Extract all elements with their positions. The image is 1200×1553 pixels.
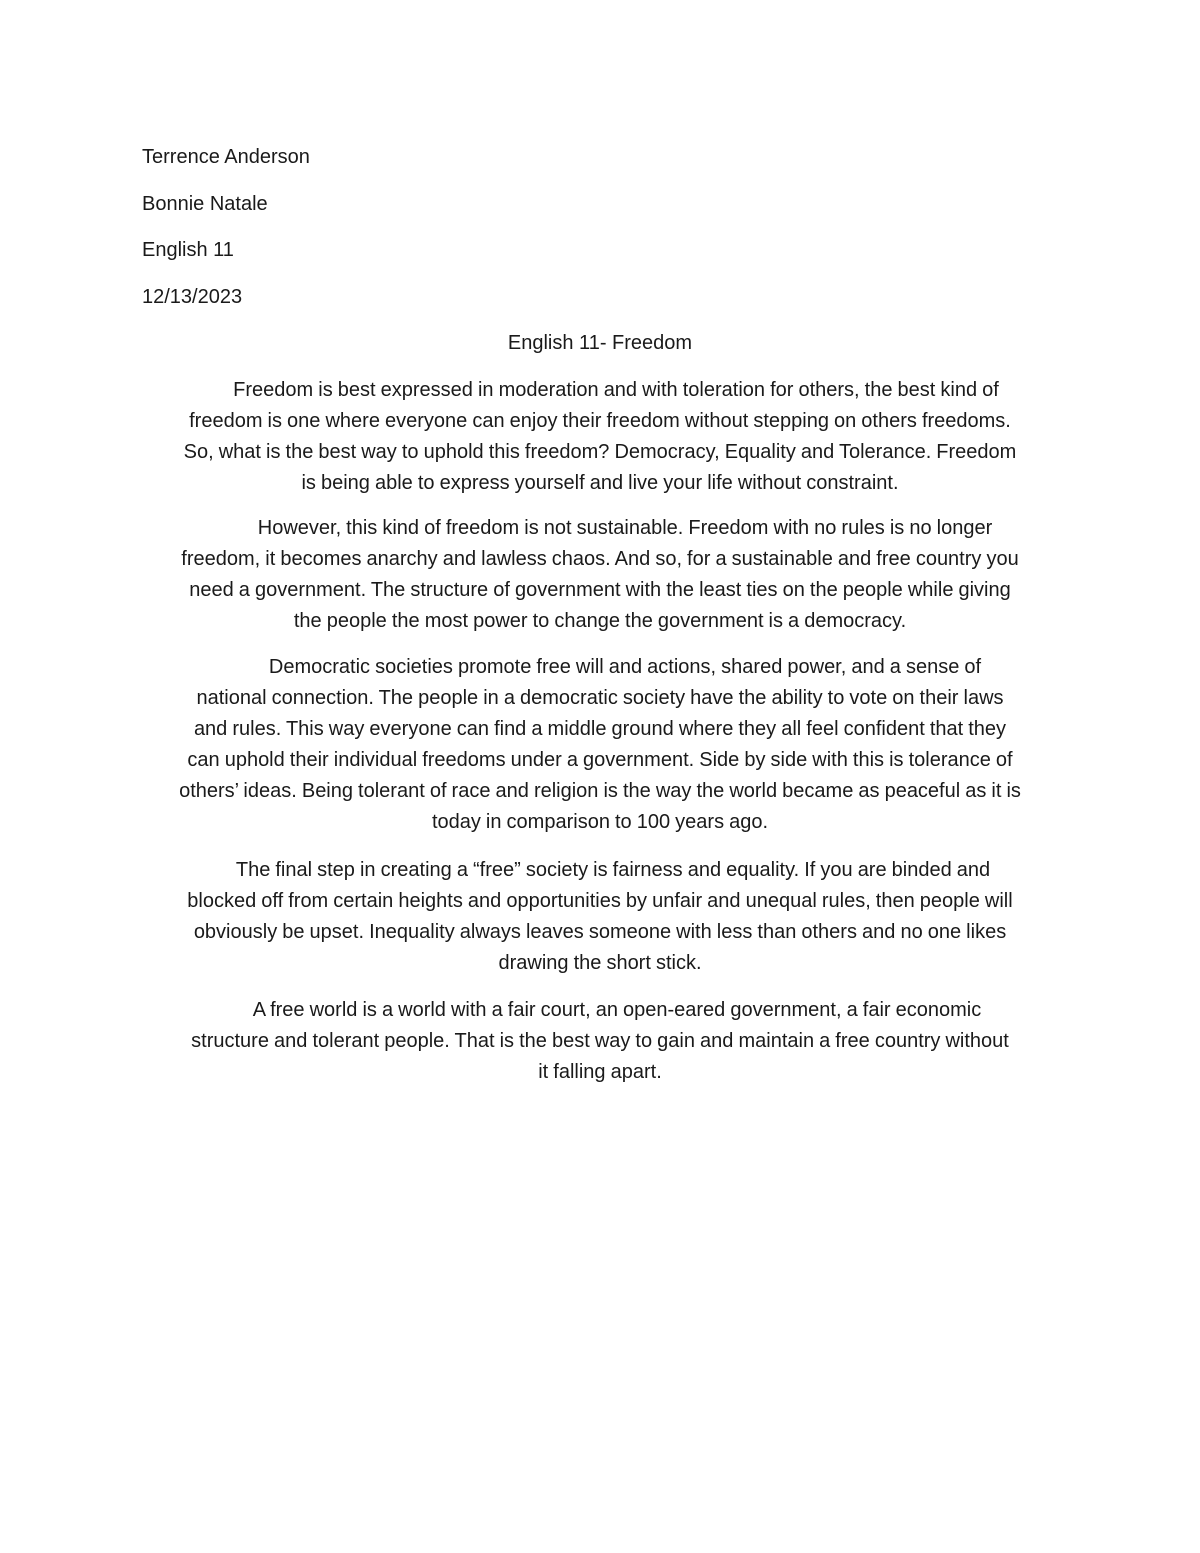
paragraph-line: and rules. This way everyone can find a middle ground where they all feel confident that they [193,718,1007,740]
paragraph-line: freedom is one where everyone can enjoy their freedom without stepping on others freedoms. [189,410,1011,432]
essay-date: 12/13/2023 [142,286,243,308]
paragraph-4 [140,855,1060,979]
paragraph-line: However, this kind of freedom is not sustainable. Freedom with no rules is no longer [257,517,993,539]
paragraph-line: others’ ideas. Being tolerant of race and religion is the way the world became as peaceful as it is [179,780,1021,802]
paragraph-5 [140,995,1060,1088]
paragraph-3 [140,652,1060,838]
paragraph-line: A free world is a world with a fair court, an open-eared government, a fair economic [252,999,982,1021]
paragraph-line: it falling apart. [538,1061,662,1083]
paragraph-line: The final step in creating a “free” society is fairness and equality. If you are binded and [235,859,991,881]
paragraph-line: Freedom is best expressed in moderation and with toleration for others, the best kind of [233,379,999,401]
paragraph-line: need a government. The structure of government with the least ties on the people while giving [189,579,1011,601]
paragraph-1 [140,375,1060,499]
paragraph-line: can uphold their individual freedoms under a government. Side by side with this is tolerance of [187,749,1013,771]
paragraph-line: drawing the short stick. [498,952,702,974]
paragraph-line: structure and tolerant people. That is the best way to gain and maintain a free country without [191,1030,1009,1052]
paragraph-line: is being able to express yourself and live your life without constraint. [301,472,899,494]
course-name: English 11 [142,239,234,261]
paragraph-line: today in comparison to 100 years ago. [431,811,769,833]
paragraph-line: So, what is the best way to uphold this freedom? Democracy, Equality and Tolerance. Freedom [183,441,1017,463]
paragraph-line: freedom, it becomes anarchy and lawless chaos. And so, for a sustainable and free country you [181,548,1019,570]
teacher-name: Bonnie Natale [142,193,268,215]
paragraph-line: national connection. The people in a democratic society have the ability to vote on their laws [196,687,1004,709]
paragraph-line: the people the most power to change the government is a democracy. [293,610,907,632]
paragraph-line: blocked off from certain heights and opportunities by unfair and unequal rules, then people will [187,890,1013,912]
essay-title: English 11- Freedom [507,332,693,354]
student-name: Terrence Anderson [142,146,310,168]
paragraph-line: Democratic societies promote free will and actions, shared power, and a sense of [268,656,982,678]
paragraph-line: obviously be upset. Inequality always leaves someone with less than others and no one likes [193,921,1007,943]
paragraph-2 [140,513,1060,637]
